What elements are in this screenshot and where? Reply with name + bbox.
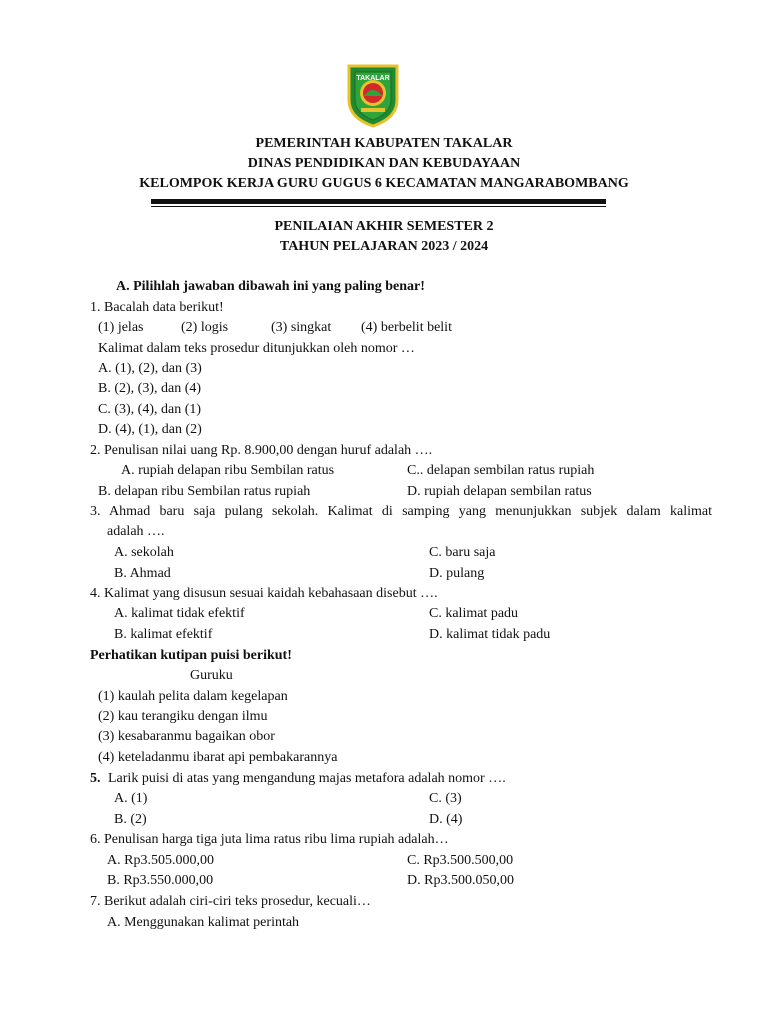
poem-line-4: (4) keteladanmu ibarat api pembakarannya	[98, 750, 338, 765]
q1-option-c: C. (3), (4), dan (1)	[98, 402, 202, 417]
q4-option-d: D. kalimat tidak padu	[429, 627, 551, 642]
section-instruction: A. Pilihlah jawaban dibawah ini yang paling benar!	[116, 279, 425, 294]
header-divider	[151, 199, 606, 204]
department-header: DINAS PENDIDIKAN DAN KEBUDAYAAN	[247, 156, 521, 171]
q1-item-4: (4) berbelit belit	[361, 320, 452, 335]
q6-option-c: C. Rp3.500.500,00	[407, 853, 514, 868]
q3-option-a: A. sekolah	[114, 545, 174, 560]
q5-option-a: A. (1)	[114, 791, 148, 806]
exam-year: TAHUN PELAJARAN 2023 / 2024	[279, 239, 489, 254]
question-2-stem: 2. Penulisan nilai uang Rp. 8.900,00 dengan huruf adalah ….	[90, 443, 433, 458]
question-5-number: 5.	[90, 771, 101, 786]
poem-intro: Perhatikan kutipan puisi berikut!	[90, 648, 292, 663]
poem-line-1: (1) kaulah pelita dalam kegelapan	[98, 689, 288, 704]
q6-option-a: A. Rp3.505.000,00	[107, 853, 214, 868]
q1-item-3: (3) singkat	[271, 320, 332, 335]
q7-option-a: A. Menggunakan kalimat perintah	[107, 915, 300, 930]
question-7-stem: 7. Berikut adalah ciri-ciri teks prosedur, kecuali…	[90, 894, 371, 909]
takalar-regency-emblem-icon	[345, 60, 401, 128]
question-6-stem: 6. Penulisan harga tiga juta lima ratus ribu lima rupiah adalah…	[90, 832, 449, 847]
q2-option-c: C.. delapan sembilan ratus rupiah	[407, 463, 595, 478]
q5-option-c: C. (3)	[429, 791, 462, 806]
poem-line-3: (3) kesabaranmu bagaikan obor	[98, 729, 275, 744]
poem-line-2: (2) kau terangiku dengan ilmu	[98, 709, 268, 724]
q6-option-d: D. Rp3.500.050,00	[407, 873, 514, 888]
q1-option-b: B. (2), (3), dan (4)	[98, 381, 202, 396]
logo-label: TAKALAR	[356, 75, 390, 82]
header-divider-thin	[151, 206, 606, 207]
q2-option-d: D. rupiah delapan sembilan ratus	[407, 484, 592, 499]
q1-item-2: (2) logis	[181, 320, 229, 335]
question-1-text: Kalimat dalam teks prosedur ditunjukkan oleh nomor …	[98, 341, 415, 356]
q4-option-b: B. kalimat efektif	[114, 627, 213, 642]
q1-option-d: D. (4), (1), dan (2)	[98, 422, 202, 437]
question-3-stem-continued: adalah ….	[107, 524, 165, 539]
q2-option-a: A. rupiah delapan ribu Sembilan ratus	[121, 463, 335, 478]
q2-option-b: B. delapan ribu Sembilan ratus rupiah	[98, 484, 311, 499]
q6-option-b: B. Rp3.550.000,00	[107, 873, 214, 888]
q1-option-a: A. (1), (2), dan (3)	[98, 361, 202, 376]
q3-option-b: B. Ahmad	[114, 566, 171, 581]
question-4-stem: 4. Kalimat yang disusun sesuai kaidah kebahasaan disebut ….	[90, 586, 438, 601]
poem-title: Guruku	[190, 668, 233, 683]
exam-title: PENILAIAN AKHIR SEMESTER 2	[274, 219, 494, 234]
government-header: PEMERINTAH KABUPATEN TAKALAR	[255, 136, 513, 151]
q5-option-d: D. (4)	[429, 812, 463, 827]
q5-option-b: B. (2)	[114, 812, 147, 827]
q4-option-c: C. kalimat padu	[429, 606, 519, 621]
question-5-stem: Larik puisi di atas yang mengandung majas metafora adalah nomor ….	[108, 771, 506, 786]
question-1-stem: 1. Bacalah data berikut!	[90, 300, 224, 315]
group-header: KELOMPOK KERJA GURU GUGUS 6 KECAMATAN MANGARABOMBANG	[139, 176, 629, 191]
q3-option-c: C. baru saja	[429, 545, 496, 560]
q4-option-a: A. kalimat tidak efektif	[114, 606, 245, 621]
q3-option-d: D. pulang	[429, 566, 485, 581]
q1-item-1: (1) jelas	[98, 320, 144, 335]
question-3-stem: 3. Ahmad baru saja pulang sekolah. Kalimat di samping yang menunjukkan subjek dalam kalimat	[90, 504, 712, 519]
